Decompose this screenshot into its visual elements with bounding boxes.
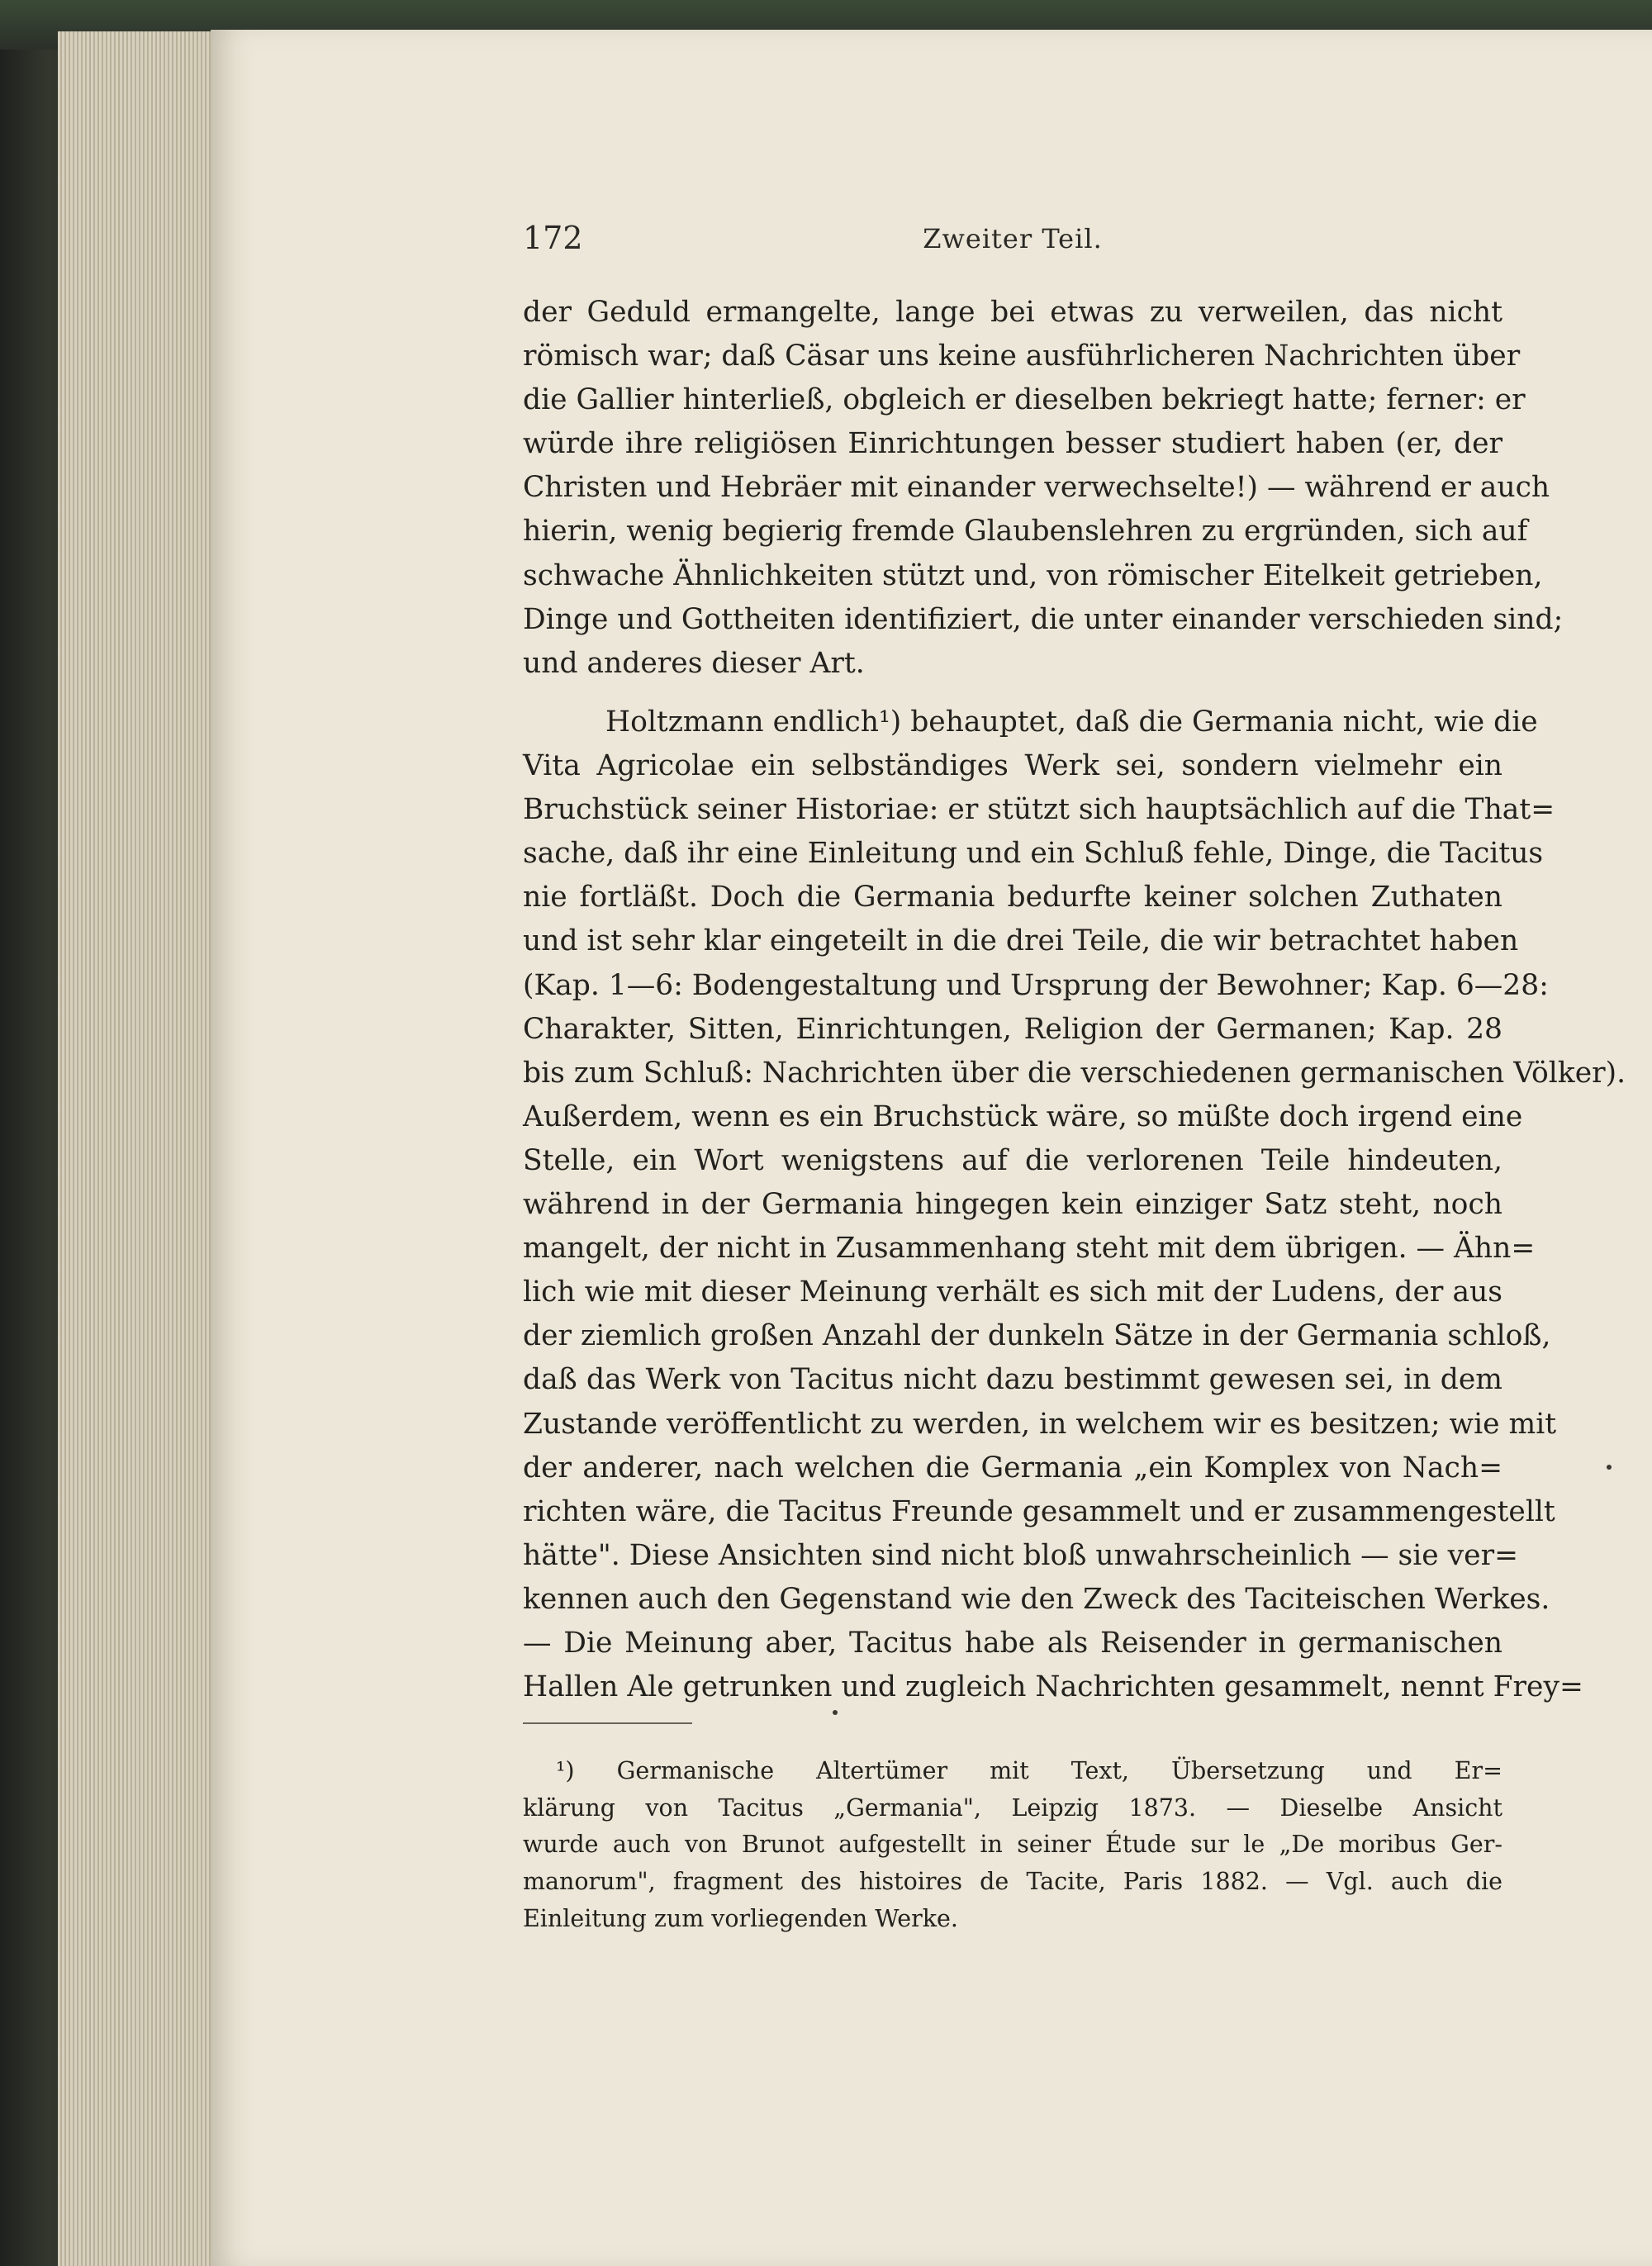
- footnote-line: ¹) Germanische Altertümer mit Text, Übersetzung und Er=: [556, 1757, 1502, 1784]
- ink-speck: [1607, 1465, 1612, 1470]
- text-line: — Die Meinung aber, Tacitus habe als Reisender in germanischen: [523, 1626, 1502, 1660]
- text-line: daß das Werk von Tacitus nicht dazu bestimmt gewesen sei, in dem: [523, 1363, 1502, 1397]
- text-line: während in der Germania hingegen kein einziger Satz steht, noch: [523, 1188, 1502, 1222]
- text-line: und ist sehr klar eingeteilt in die drei Teile, die wir betrachtet haben: [523, 924, 1519, 958]
- running-head: Zweiter Teil.: [923, 223, 1103, 254]
- text-line: Vita Agricolae ein selbständiges Werk sei, sondern vielmehr ein: [523, 749, 1502, 783]
- text-line: Holtzmann endlich¹) behauptet, daß die Germania nicht, wie die: [605, 705, 1538, 739]
- text-line: hätte". Diese Ansichten sind nicht bloß unwahrscheinlich — sie ver=: [523, 1538, 1518, 1572]
- text-line: Dinge und Gottheiten identifiziert, die unter einander verschieden sind;: [523, 602, 1564, 636]
- text-line: der ziemlich großen Anzahl der dunkeln Sätze in der Germania schloß,: [523, 1319, 1551, 1353]
- text-line: richten wäre, die Tacitus Freunde gesammelt und er zusammengestellt: [523, 1494, 1555, 1528]
- text-line: der anderer, nach welchen die Germania „ein Komplex von Nach=: [523, 1451, 1502, 1485]
- page-stack-edge: [58, 31, 223, 2266]
- text-line: lich wie mit dieser Meinung verhält es sich mit der Ludens, der aus: [523, 1276, 1502, 1309]
- text-line: (Kap. 1—6: Bodengestaltung und Ursprung der Bewohner; Kap. 6—28:: [523, 968, 1549, 1002]
- page-header: [523, 220, 1502, 269]
- text-line: römisch war; daß Cäsar uns keine ausführlicheren Nachrichten über: [523, 340, 1521, 373]
- ink-speck: [833, 1710, 838, 1715]
- text-line: Zustande veröffentlicht zu werden, in welchem wir es besitzen; wie mit: [523, 1407, 1557, 1441]
- text-line: schwache Ähnlichkeiten stützt und, von römischer Eitelkeit getrieben,: [523, 558, 1543, 592]
- text-line: der Geduld ermangelte, lange bei etwas zu verweilen, das nicht: [523, 296, 1502, 329]
- text-line: Christen und Hebräer mit einander verwechselte!) — während er auch: [523, 471, 1550, 505]
- footnote-line: Einleitung zum vorliegenden Werke.: [523, 1904, 958, 1932]
- footnote-line: manorum", fragment des histoires de Tacite, Paris 1882. — Vgl. auch die: [523, 1868, 1502, 1896]
- text-line: kennen auch den Gegenstand wie den Zweck des Taciteischen Werkes.: [523, 1582, 1550, 1616]
- text-line: Stelle, ein Wort wenigstens auf die verlorenen Teile hindeuten,: [523, 1143, 1502, 1177]
- footnote: [523, 1753, 1502, 1937]
- text-line: Hallen Ale getrunken und zugleich Nachrichten gesammelt, nennt Frey=: [523, 1670, 1583, 1704]
- text-line: bis zum Schluß: Nachrichten über die verschiedenen germanischen Völker).: [523, 1056, 1626, 1090]
- text-line: mangelt, der nicht in Zusammenhang steht mit dem übrigen. — Ähn=: [523, 1232, 1536, 1266]
- text-line: nie fortläßt. Doch die Germania bedurfte keiner solchen Zuthaten: [523, 881, 1502, 914]
- text-line: Außerdem, wenn es ein Bruchstück wäre, so müßte doch irgend eine: [523, 1100, 1523, 1133]
- footnote-divider: [523, 1722, 692, 1724]
- text-line: sache, daß ihr eine Einleitung und ein Schluß fehle, Dinge, die Tacitus: [523, 837, 1544, 871]
- text-line: und anderes dieser Art.: [523, 646, 865, 680]
- paragraph-1: [523, 291, 1564, 686]
- footnote-line: klärung von Tacitus „Germania", Leipzig 1873. — Dieselbe Ansicht: [523, 1793, 1502, 1822]
- paragraph-2: [523, 701, 1626, 1709]
- page-number: 172: [523, 220, 583, 256]
- text-line: Charakter, Sitten, Einrichtungen, Religion der Germanen; Kap. 28: [523, 1012, 1502, 1046]
- text-line: würde ihre religiösen Einrichtungen besser studiert haben (er, der: [523, 427, 1502, 461]
- text-line: hierin, wenig begierig fremde Glaubenslehren zu ergründen, sich auf: [523, 515, 1528, 549]
- text-line: Bruchstück seiner Historiae: er stützt sich hauptsächlich auf die That=: [523, 793, 1555, 827]
- footnote-line: wurde auch von Brunot aufgestellt in seiner Étude sur le „De moribus Ger-: [523, 1831, 1502, 1859]
- text-line: die Gallier hinterließ, obgleich er dieselben bekriegt hatte; ferner: er: [523, 383, 1526, 417]
